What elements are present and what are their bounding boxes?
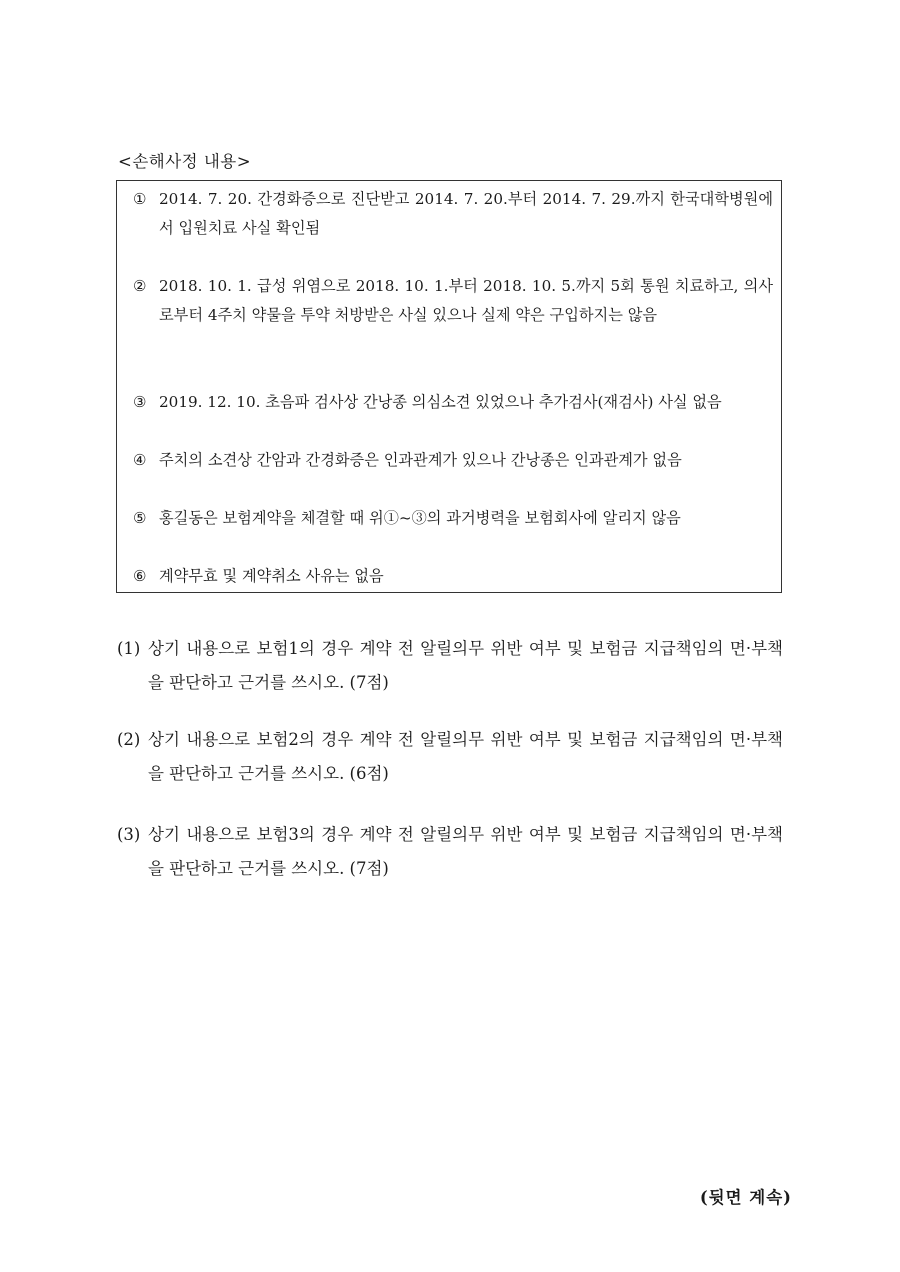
question-2 xyxy=(117,723,783,791)
question-3 xyxy=(117,818,783,886)
question-text: 상기 내용으로 보험3의 경우 계약 전 알릴의무 위반 여부 및 보험금 지급책임의 면·부책을 판단하고 근거를 쓰시오. (7점) xyxy=(148,825,783,878)
fact-text: 2014. 7. 20. 간경화증으로 진단받고 2014. 7. 20.부터 2014. 7. 29.까지 한국대학병원에서 입원치료 사실 확인됨 xyxy=(159,190,773,237)
fact-item-3 xyxy=(133,388,773,417)
question-text: 상기 내용으로 보험1의 경우 계약 전 알릴의무 위반 여부 및 보험금 지급책임의 면·부책을 판단하고 근거를 쓰시오. (7점) xyxy=(148,639,783,692)
fact-item-4 xyxy=(133,446,773,475)
fact-item-5 xyxy=(133,504,773,533)
question-number: (1) xyxy=(117,639,141,658)
fact-text: 주치의 소견상 간암과 간경화증은 인과관계가 있으나 간낭종은 인과관계가 없음 xyxy=(159,451,682,469)
fact-text: 계약무효 및 계약취소 사유는 없음 xyxy=(159,567,384,585)
question-1 xyxy=(117,632,783,700)
fact-item-6 xyxy=(133,562,773,591)
fact-marker: ② xyxy=(133,277,147,295)
question-number: (2) xyxy=(117,730,141,749)
question-text: 상기 내용으로 보험2의 경우 계약 전 알릴의무 위반 여부 및 보험금 지급책임의 면·부책을 판단하고 근거를 쓰시오. (6점) xyxy=(148,730,783,783)
fact-marker: ⑤ xyxy=(133,509,147,527)
fact-item-2 xyxy=(133,272,773,330)
fact-text: 홍길동은 보험계약을 체결할 때 위①~③의 과거병력을 보험회사에 알리지 않음 xyxy=(159,509,681,527)
claim-facts-box xyxy=(116,180,782,593)
section-title: <손해사정 내용> xyxy=(118,152,252,171)
question-number: (3) xyxy=(117,825,141,844)
fact-item-1 xyxy=(133,185,773,243)
fact-text: 2019. 12. 10. 초음파 검사상 간낭종 의심소견 있었으나 추가검사(재검사) 사실 없음 xyxy=(159,393,722,411)
fact-marker: ① xyxy=(133,190,147,208)
continued-on-back-note: (뒷면 계속) xyxy=(699,1188,792,1207)
fact-text: 2018. 10. 1. 급성 위염으로 2018. 10. 1.부터 2018. 10. 5.까지 5회 통원 치료하고, 의사로부터 4주치 약물을 투약 처방받은 사실 있으나 실제 약은 구입하지는 않음 xyxy=(159,277,773,324)
fact-marker: ⑥ xyxy=(133,567,147,585)
fact-marker: ④ xyxy=(133,451,147,469)
fact-marker: ③ xyxy=(133,393,147,411)
